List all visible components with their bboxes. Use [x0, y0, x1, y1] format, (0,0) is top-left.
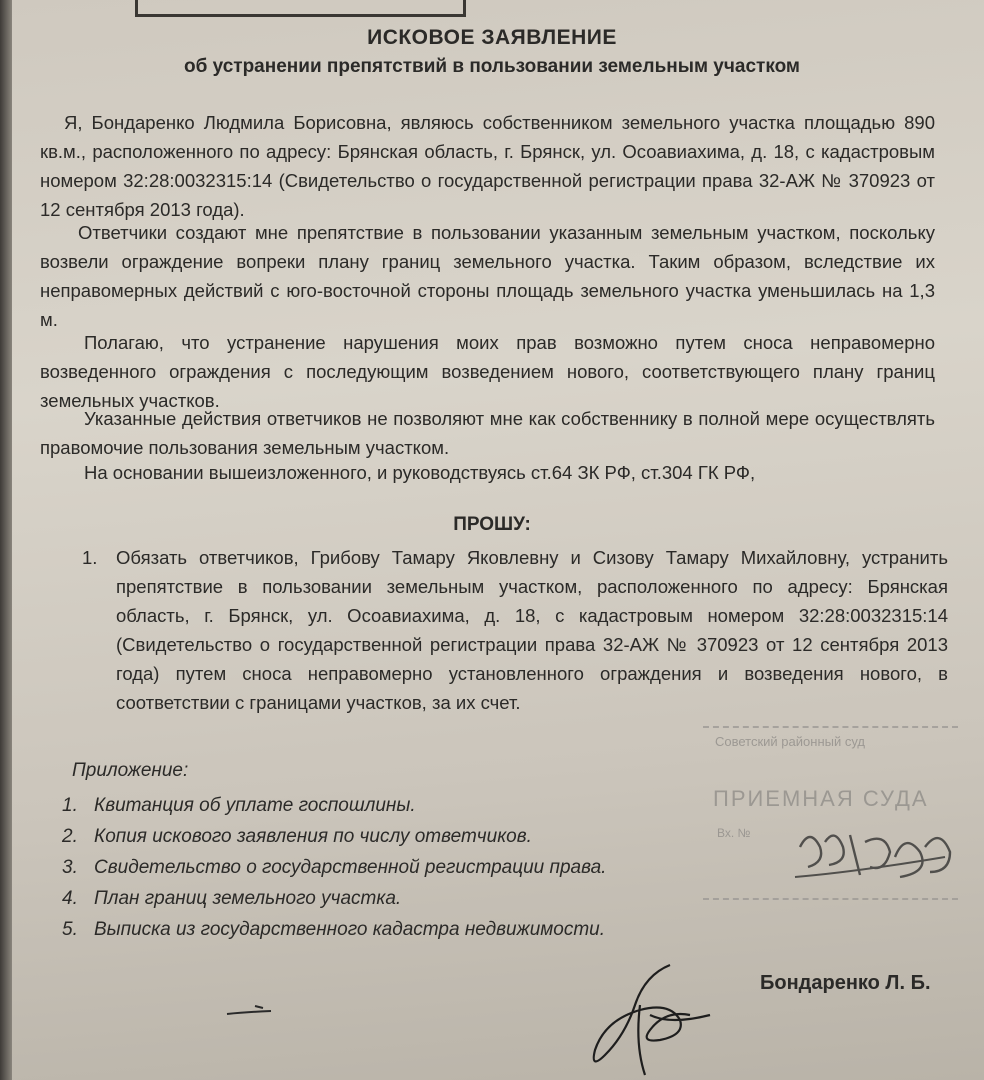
- signer-name: Бондаренко Л. Б.: [760, 972, 931, 994]
- list-item: [62, 852, 606, 883]
- attachment-text: Свидетельство о государственной регистрации права.: [94, 857, 607, 878]
- stamp-court-name: Советский районный суд: [715, 734, 865, 749]
- stamp-handwritten-date: [790, 817, 960, 907]
- document-title: ИСКОВОЕ ЗАЯВЛЕНИЕ: [367, 26, 617, 49]
- paragraph-remedy: Полагаю, что устранение нарушения моих прав возможно путем сноса неправомерно возведенного ограждения с последующим возведением нового, соответствующего плану границ земельных участков.: [40, 332, 935, 411]
- list-item: [62, 790, 606, 821]
- attachment-text: Выписка из государственного кадастра недвижимости.: [94, 919, 606, 940]
- attachment-text: Копия искового заявления по числу ответчиков.: [94, 826, 532, 847]
- attachments-title: Приложение:: [72, 760, 189, 781]
- signature-dash: [225, 1000, 275, 1020]
- court-reception-stamp: [695, 722, 965, 907]
- handwritten-signature: [580, 955, 720, 1080]
- attachment-number: 4.: [62, 888, 78, 909]
- request-heading: ПРОШУ:: [453, 514, 531, 535]
- document-subtitle: об устранении препятствий в пользовании земельным участком: [183, 56, 800, 77]
- list-item: [62, 883, 606, 914]
- request-text: Обязать ответчиков, Грибову Тамару Яковлевну и Сизову Тамару Михайловну, устранить препятствие в пользовании земельным участком, расположенного по адресу: Брянская область, г. Брянск, ул. Осоавиахима, д. 18, с кадастровым номером 32:28:0032315:14 (Свидетельство о государственной регистрации права 32-АЖ № 370923 от 12 сентября 2013 года) путем сноса неправомерно установленного ограждения и возведения нового, в соответствии с границами участков, за их счет.: [116, 547, 948, 713]
- top-frame-line: [135, 0, 466, 17]
- attachments-list: [62, 790, 606, 945]
- list-item: [62, 821, 606, 852]
- attachment-text: Квитанция об уплате госпошлины.: [94, 795, 416, 816]
- paragraph-legal-basis: На основании вышеизложенного, и руководствуясь ст.64 ЗК РФ, ст.304 ГК РФ,: [84, 462, 756, 483]
- attachment-number: 1.: [62, 795, 78, 816]
- request-number: 1.: [82, 547, 98, 568]
- stamp-reception-label: ПРИЕМНАЯ СУДА: [713, 786, 929, 811]
- stamp-incoming-number: Вх. №: [717, 826, 751, 840]
- paragraph-ownership: Я, Бондаренко Людмила Борисовна, являюсь собственником земельного участка площадью 890 кв.м., расположенного по адресу: Брянская область, г. Брянск, ул. Осоавиахима, д. 18, с кадастровым номером 32:28:0032315:14 (Свидетельство о государственной регистрации права 32-АЖ № 370923 от 12 сентября 2013 года).: [40, 112, 935, 220]
- page-edge-shadow: [0, 0, 12, 1080]
- paragraph-obstruction: Ответчики создают мне препятствие в пользовании указанным земельным участком, поскольку возвели ограждение вопреки плану границ земельного участка. Таким образом, вследствие их неправомерных действий с юго-восточной стороны площадь земельного участка уменьшилась на 1,3 м.: [40, 222, 935, 330]
- list-item: [62, 914, 606, 945]
- attachment-number: 5.: [62, 919, 78, 940]
- attachment-text: План границ земельного участка.: [94, 888, 402, 909]
- attachment-number: 3.: [62, 857, 78, 878]
- attachment-number: 2.: [62, 826, 78, 847]
- paragraph-rights: Указанные действия ответчиков не позволяют мне как собственнику в полной мере осуществлять правомочие пользования земельным участком.: [40, 408, 935, 458]
